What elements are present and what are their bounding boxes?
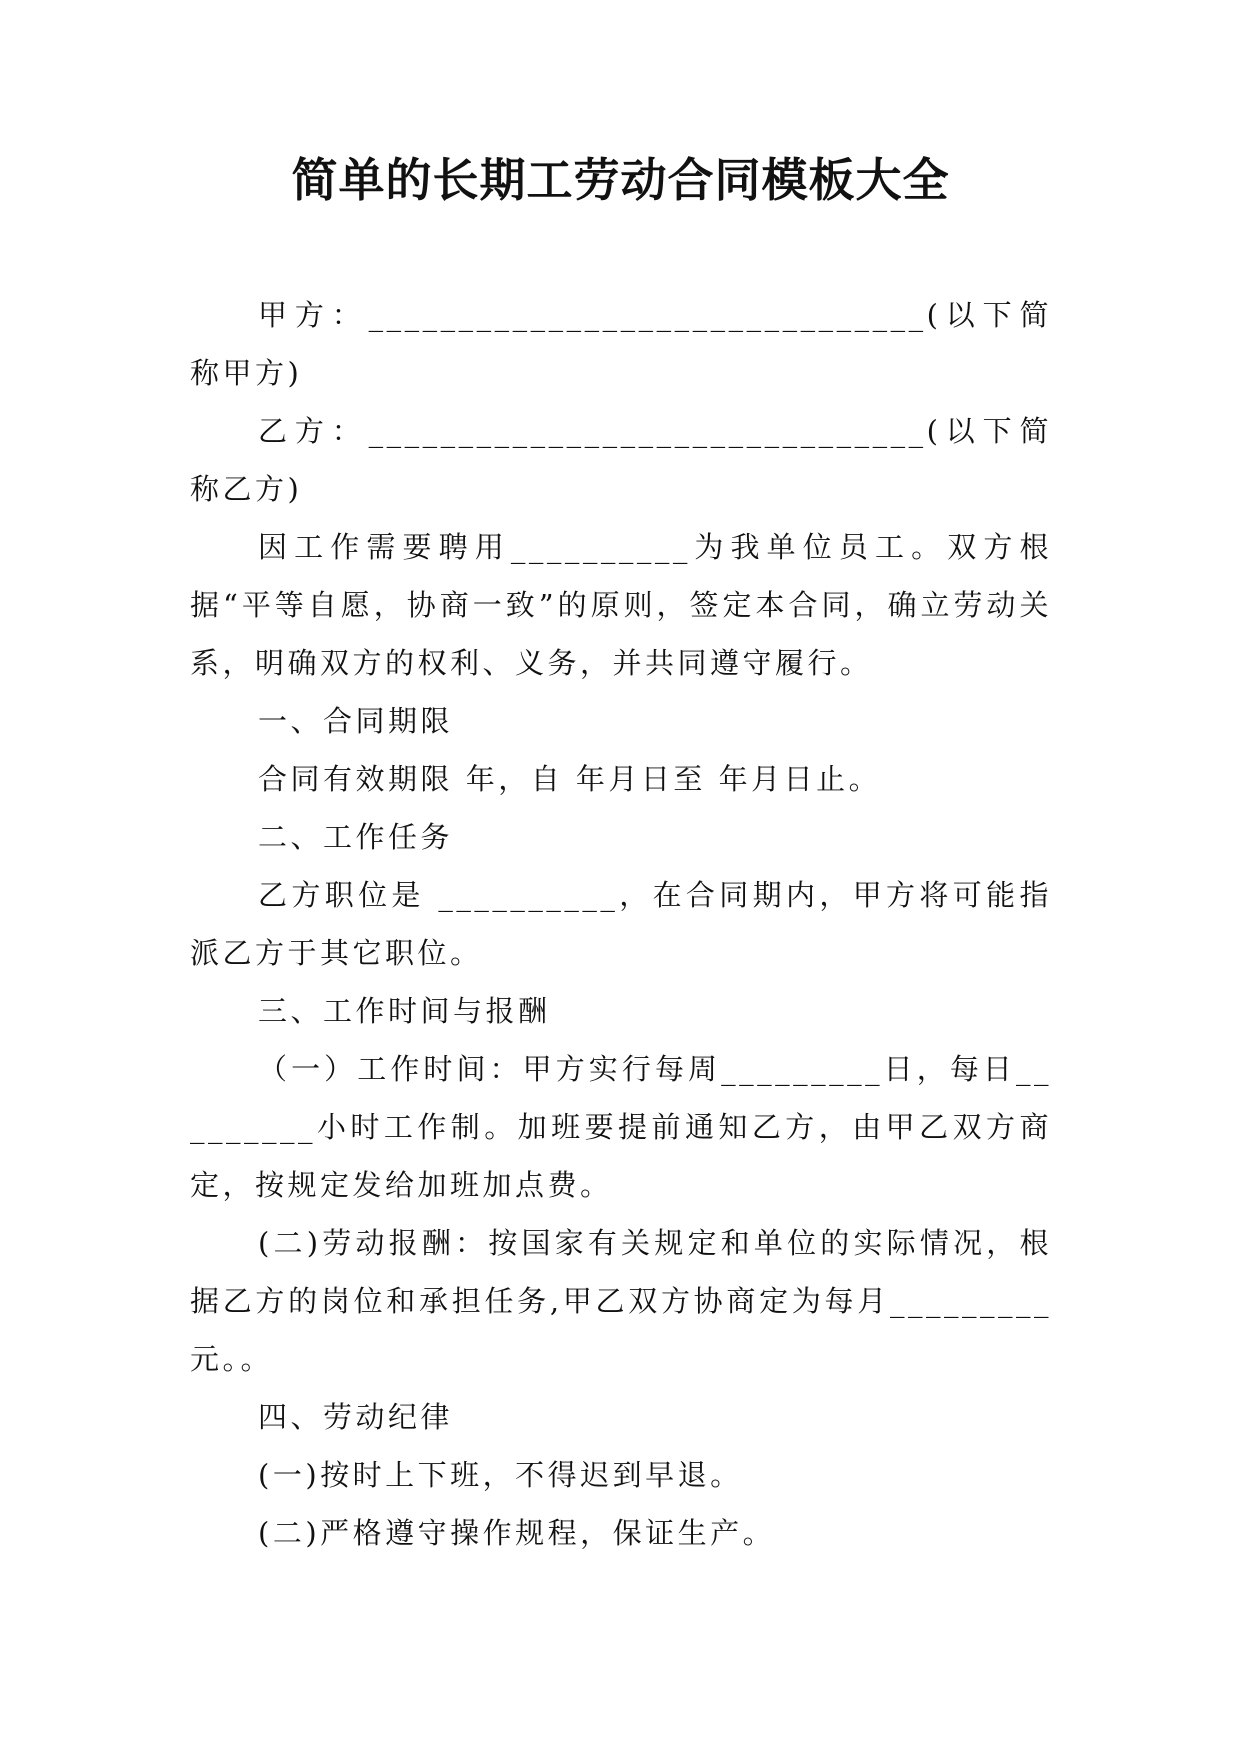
section-heading-tasks: 二、工作任务 bbox=[258, 820, 454, 854]
document-body bbox=[190, 286, 1052, 1562]
remuneration-paragraph: (二)劳动报酬：按国家有关规定和单位的实际情况，根据乙方的岗位和承担任务,甲乙双方协商定为每月_________元。。 bbox=[190, 1226, 1052, 1376]
section-heading-discipline: 四、劳动纪律 bbox=[258, 1400, 454, 1434]
section-heading-hours-pay: 三、工作时间与报酬 bbox=[258, 994, 551, 1028]
term-paragraph: 合同有效期限 年，自 年月日至 年月日止。 bbox=[258, 762, 882, 796]
section-heading-term: 一、合同期限 bbox=[258, 704, 454, 738]
discipline-item-2: (二)严格遵守操作规程，保证生产。 bbox=[258, 1516, 776, 1550]
intro-paragraph: 因工作需要聘用__________为我单位员工。双方根据“平等自愿，协商一致”的原则，签定本合同，确立劳动关系，明确双方的权利、义务，并共同遵守履行。 bbox=[190, 530, 1052, 680]
working-hours-paragraph: （一）工作时间：甲方实行每周_________日，每日_________小时工作制。加班要提前通知乙方，由甲乙双方商定，按规定发给加班加点费。 bbox=[190, 1052, 1052, 1202]
document-title: 简单的长期工劳动合同模板大全 bbox=[291, 153, 950, 207]
party-a-line: 甲方：_______________________________(以下简称甲方) bbox=[190, 298, 1052, 390]
party-b-line: 乙方：_______________________________(以下简称乙方) bbox=[190, 414, 1052, 506]
tasks-paragraph: 乙方职位是 __________，在合同期内，甲方将可能指派乙方于其它职位。 bbox=[190, 878, 1052, 970]
discipline-item-1: (一)按时上下班，不得迟到早退。 bbox=[258, 1458, 743, 1492]
